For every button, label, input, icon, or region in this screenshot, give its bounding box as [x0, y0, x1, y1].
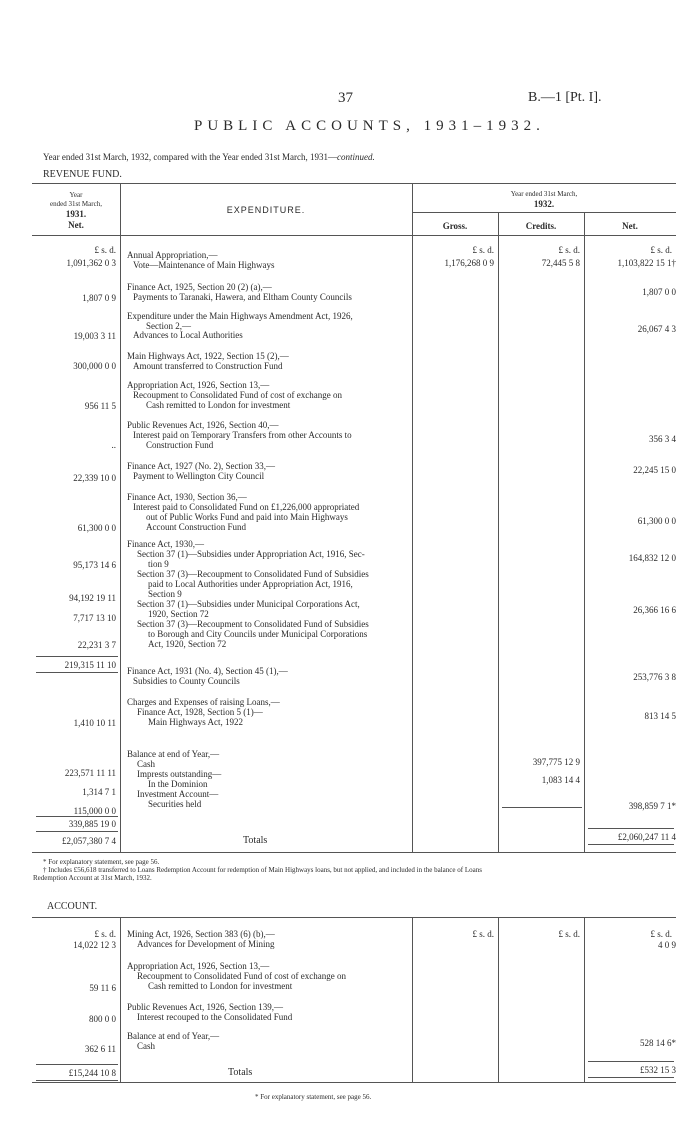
t2-r3-l1: Balance at end of Year,—: [127, 1031, 220, 1041]
t1-r5-net: 356 3 4: [649, 434, 676, 444]
t1-subtotal1-rule: [36, 656, 118, 657]
t1-r12-l1: Balance at end of Year,—: [127, 749, 220, 759]
t1-r8-l2: Section 37 (1)—Subsidies under Appropriation Act, 1916, Sec-: [137, 549, 365, 559]
t1-r12-prev-a: 223,571 11 11: [64, 768, 116, 778]
t1-r4-l2: Recoupment to Consolidated Fund of cost of exchange on: [133, 390, 342, 400]
t1-r8-l5: paid to Local Authorities under Appropriation Act, 1916,: [148, 579, 353, 589]
t1-col-prev-l3: 1931.: [65, 209, 87, 219]
t1-r7-l3: out of Public Works Fund and paid into Main Highways: [146, 512, 348, 522]
t2-r2-l1: Public Revenues Act, 1926, Section 139,—: [127, 1002, 283, 1012]
subtitle-prefix: Year ended 31st March, 1932, compared with the Year ended 31st March, 1931—: [43, 152, 338, 162]
t2-vline-prev: [120, 917, 121, 1083]
t1-vline-exp: [412, 183, 413, 853]
t1-r2-l2: Section 2,—: [146, 321, 191, 331]
t1-subtotal1-rule-b: [36, 672, 118, 673]
t1-r8-l6: Section 9: [148, 589, 182, 599]
t2-r3-l2: Cash: [137, 1041, 155, 1051]
t1-r6-net: 22,245 15 0: [633, 465, 676, 475]
t1-r3-prev: 300,000 0 0: [73, 361, 116, 371]
t2-r2-l2: Interest recouped to the Consolidated Fund: [137, 1012, 293, 1022]
fund-heading: REVENUE FUND.: [43, 169, 122, 180]
t1-r12-l4: In the Dominion: [148, 779, 208, 789]
t1-r11-prev: 1,410 10 11: [73, 718, 116, 728]
t2-totals-prev-rule-bottom: [36, 1080, 118, 1081]
t1-totals-prev: £2,057,380 7 4: [62, 836, 116, 846]
t2-totals-label: Totals: [228, 1067, 253, 1078]
t1-subtotal2-rule-b: [36, 831, 118, 832]
t1-r8-l8: 1920, Section 72: [148, 609, 209, 619]
t1-r1-l1: Finance Act, 1925, Section 20 (2) (a),—: [127, 282, 272, 292]
t2-r1-l2: Recoupment to Consolidated Fund of cost of exchange on: [137, 971, 346, 981]
t1-subtotal2-rule: [36, 816, 118, 817]
t2-units-gross: £ s. d.: [472, 929, 494, 939]
t2-r0-l2: Advances for Development of Mining: [137, 939, 275, 949]
t1-r0-gross: 1,176,268 0 9: [444, 258, 494, 268]
t1-r7-l2: Interest paid to Consolidated Fund on £1,226,000 appropriated: [133, 502, 360, 512]
t2-r0-prev: 14,022 12 3: [73, 940, 116, 950]
t2-totals-prev-rule-top: [36, 1064, 118, 1065]
t1-units-credits: £ s. d.: [558, 245, 580, 255]
t1-r11-net: 813 14 5: [644, 711, 676, 721]
t1-bottom-rule: [32, 852, 676, 853]
t1-col-prev-l4: Net.: [68, 220, 84, 230]
t2-r1-l3: Cash remitted to London for investment: [148, 981, 293, 991]
t1-r8-net-a: 164,832 12 0: [628, 553, 676, 563]
t1-r11-l3: Main Highways Act, 1922: [148, 717, 243, 727]
t2-r3-prev: 362 6 11: [84, 1044, 116, 1054]
t1-r7-net: 61,300 0 0: [637, 516, 676, 526]
t1-r6-l1: Finance Act, 1927 (No. 2), Section 33,—: [127, 461, 275, 471]
subtitle: [43, 152, 375, 162]
t1-header-bottom-rule: [32, 235, 676, 236]
t2-units-net: £ s. d.: [650, 929, 672, 939]
t1-r5-l3: Construction Fund: [146, 440, 214, 450]
document-reference: B.—1 [Pt. I].: [528, 90, 602, 105]
t2-totals-net: £532 15 3: [640, 1065, 676, 1075]
t1-r12-credits-b: 1,083 14 4: [541, 775, 580, 785]
t1-r8-prev-a: 95,173 14 6: [73, 560, 116, 570]
t1-r7-l1: Finance Act, 1930, Section 36,—: [127, 492, 247, 502]
t1-r1-prev: 1,807 0 9: [82, 293, 116, 303]
t1-r0-l1: Annual Appropriation,—: [127, 250, 218, 260]
t1-col-credits: Credits.: [525, 221, 557, 231]
t1-r0-net: 1,103,822 15 1†: [617, 258, 676, 268]
t2-totals-net-rule-bottom: [588, 1077, 674, 1078]
t2-r0-net: 4 0 9: [658, 940, 676, 950]
t2-r1-prev: 59 11 6: [89, 983, 116, 993]
t1-totals-net-rule-top: [588, 828, 674, 829]
t1-r2-prev: 19,003 3 11: [73, 331, 116, 341]
t1-col-gross: Gross.: [442, 221, 468, 231]
t1-r0-credits: 72,445 5 8: [541, 258, 580, 268]
t1-r13-prev: 339,885 19 0: [68, 819, 116, 829]
t1-units-prev: £ s. d.: [94, 245, 116, 255]
t1-col-prev-l2: ended 31st March,: [50, 200, 102, 208]
t1-r8-l10: to Borough and City Councils under Municipal Corporations: [148, 629, 368, 639]
t1-r8-prev-b: 94,192 19 11: [69, 593, 116, 603]
t1-r7-prev: 61,300 0 0: [77, 523, 116, 533]
t1-r9-prev: 219,315 11 10: [64, 660, 116, 670]
t1-r8-l9: Section 37 (3)—Recoupment to Consolidated Fund of Subsidies: [137, 619, 369, 629]
t1-r5-prev: ..: [111, 440, 116, 450]
t2-totals-net-rule-top: [588, 1061, 674, 1062]
t1-r0-l2: Vote—Maintenance of Main Highways: [133, 260, 275, 270]
t2-r0-l1: Mining Act, 1926, Section 383 (6) (b),—: [127, 929, 275, 939]
t1-r8-l4: Section 37 (3)—Recoupment to Consolidated Fund of Subsidies: [137, 569, 369, 579]
t1-col-group-l2: 1932.: [533, 199, 555, 209]
t1-units-net: £ s. d.: [650, 245, 672, 255]
t1-r2-l1: Expenditure under the Main Highways Amendment Act, 1926,: [127, 311, 353, 321]
t1-r12-prev-b: 1,314 7 1: [82, 787, 116, 797]
t1-r10-l1: Finance Act, 1931 (No. 4), Section 45 (1),—: [127, 666, 288, 676]
t1-r8-l7: Section 37 (1)—Subsidies under Municipal Corporations Act,: [137, 599, 360, 609]
t2-r2-prev: 800 0 0: [89, 1014, 116, 1024]
t1-col-group-l1: Year ended 31st March,: [510, 190, 578, 198]
t2-vline-exp: [412, 917, 413, 1083]
t1-r5-l1: Public Revenues Act, 1926, Section 40,—: [127, 420, 279, 430]
t1-r8-prev-d: 22,231 3 7: [77, 640, 116, 650]
t1-r5-l2: Interest paid on Temporary Transfers from other Accounts to: [133, 430, 352, 440]
t1-totals-net: £2,060,247 11 4: [617, 832, 676, 842]
t1-vline-prev: [120, 183, 121, 853]
t1-top-rule: [32, 183, 676, 184]
t1-r12-credits-a: 397,775 12 9: [532, 757, 580, 767]
t1-r8-prev-c: 7,717 13 10: [73, 613, 116, 623]
t1-r8-l3: tion 9: [148, 559, 169, 569]
t1-r6-prev: 22,339 10 0: [73, 473, 116, 483]
t1-r11-l1: Charges and Expenses of raising Loans,—: [127, 697, 280, 707]
t1-r6-l2: Payment to Wellington City Council: [133, 471, 265, 481]
t1-totals-label: Totals: [243, 835, 268, 846]
t1-r8-l11: Act, 1920, Section 72: [148, 639, 227, 649]
t1-r12-l5: Investment Account—: [137, 789, 219, 799]
subtitle-suffix: continued.: [337, 152, 375, 162]
t1-r8-net-b: 26,366 16 6: [633, 605, 676, 615]
page-title: PUBLIC ACCOUNTS, 1931–1932.: [194, 118, 545, 134]
t1-r12-prev-c: 115,000 0 0: [73, 806, 116, 816]
page-number: 37: [338, 90, 353, 106]
t1-r10-l2: Subsidies to County Councils: [133, 676, 240, 686]
t1-r7-l4: Account Construction Fund: [146, 522, 246, 532]
t2-r3-net: 528 14 6*: [640, 1038, 676, 1048]
t2-top-rule: [32, 917, 676, 918]
t1-r4-l1: Appropriation Act, 1926, Section 13,—: [127, 380, 270, 390]
t1-r2-l3: Advances to Local Authorities: [133, 330, 243, 340]
footnote-2: † Includes £56,618 transferred to Loans Redemption Account for redemption of Main Highways loans, but not applied, and included in the balance of Loans: [43, 866, 482, 874]
table2-title: ACCOUNT.: [47, 901, 98, 912]
t1-r12-l3: Imprests outstanding—: [137, 769, 222, 779]
t1-r3-l2: Amount transferred to Construction Fund: [133, 361, 283, 371]
t1-r11-l2: Finance Act, 1928, Section 5 (1)—: [137, 707, 263, 717]
t2-bottom-rule: [32, 1082, 676, 1083]
t2-r1-l1: Appropriation Act, 1926, Section 13,—: [127, 961, 270, 971]
t1-r12-net: 398,859 7 1*: [628, 801, 676, 811]
t1-r2-net: 26,067 4 3: [637, 324, 676, 334]
t1-group-rule: [412, 212, 676, 213]
t1-r1-net: 1,807 0 0: [642, 287, 676, 297]
footnote-1: * For explanatory statement, see page 56.: [43, 858, 160, 866]
t1-r4-l3: Cash remitted to London for investment: [146, 400, 291, 410]
t2-totals-prev: £15,244 10 8: [68, 1068, 116, 1078]
t1-col-net: Net.: [622, 221, 638, 231]
t2-units-credits: £ s. d.: [558, 929, 580, 939]
t1-r12-l6: Securities held: [148, 799, 202, 809]
t2-units-prev: £ s. d.: [94, 929, 116, 939]
t1-r12-l2: Cash: [137, 759, 155, 769]
t1-r8-l1: Finance Act, 1930,—: [127, 539, 204, 549]
t1-vline-credits: [584, 212, 585, 853]
t1-r10-net: 253,776 3 8: [633, 672, 676, 682]
t2-vline-gross: [498, 917, 499, 1083]
t1-col-expenditure: EXPENDITURE.: [226, 205, 306, 215]
table2-footnote: * For explanatory statement, see page 56.: [255, 1093, 372, 1101]
t1-units-gross: £ s. d.: [472, 245, 494, 255]
t1-totals-net-rule-bottom: [588, 844, 674, 845]
t1-r4-prev: 956 11 5: [84, 401, 116, 411]
t1-r1-l2: Payments to Taranaki, Hawera, and Eltham County Councils: [133, 292, 352, 302]
t1-r3-l1: Main Highways Act, 1922, Section 15 (2),—: [127, 351, 289, 361]
t1-credits-sum-rule: [502, 807, 582, 808]
footnote-3: Redemption Account at 31st March, 1932.: [33, 874, 152, 882]
t1-r0-prev: 1,091,362 0 3: [66, 258, 116, 268]
t1-col-prev-l1: Year: [69, 191, 83, 199]
